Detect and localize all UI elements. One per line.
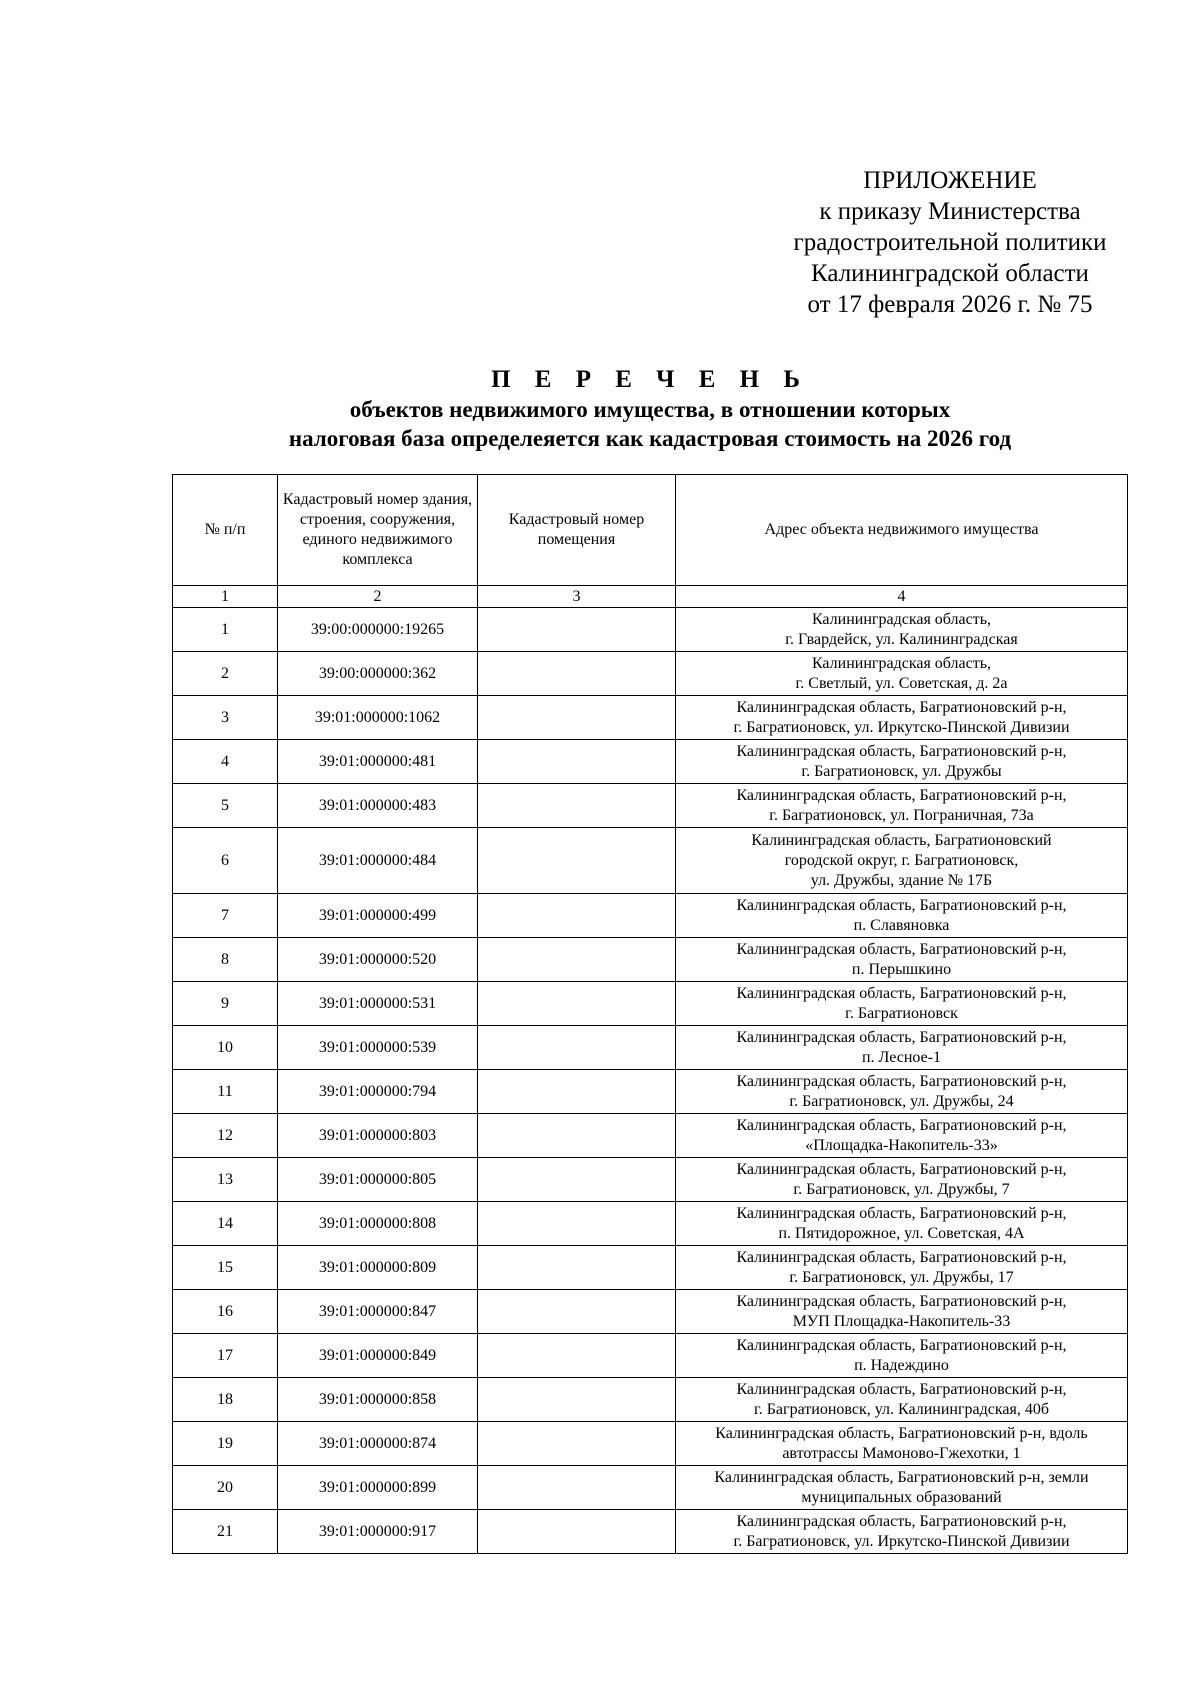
address-line: г. Багратионовск, ул. Иркутско-Пинской Дивизии (733, 718, 1070, 736)
row-number-cell: 2 (173, 652, 278, 696)
row-number-cell: 10 (173, 1026, 278, 1070)
address-cell (676, 696, 1128, 740)
address-line: Калининградская область, Багратионовский р-н, (736, 1248, 1067, 1266)
table-header (173, 475, 1128, 608)
row-number-cell: 1 (173, 608, 278, 652)
room-cadastral-cell (478, 894, 676, 938)
address-line: Калининградская область, Багратионовский р-н, (736, 1204, 1067, 1222)
address-cell (676, 828, 1128, 894)
address-line: г. Багратионовск, ул. Дружбы (801, 762, 1002, 780)
building-cadastral-cell: 39:01:000000:1062 (278, 696, 478, 740)
row-number-cell: 20 (173, 1466, 278, 1510)
address-line: Калининградская область, Багратионовский р-н, (736, 1160, 1067, 1178)
address-line: Калининградская область, Багратионовский р-н, земли (714, 1468, 1089, 1486)
address-cell (676, 784, 1128, 828)
address-line: п. Надеждино (854, 1356, 949, 1374)
table-row (173, 1026, 1128, 1070)
room-cadastral-cell (478, 1070, 676, 1114)
table-row (173, 696, 1128, 740)
address-cell (676, 1026, 1128, 1070)
address-line: г. Багратионовск (845, 1004, 958, 1022)
building-cadastral-cell: 39:00:000000:362 (278, 652, 478, 696)
header-address: Адрес объекта недвижимого имущества (676, 475, 1128, 586)
row-number-cell: 8 (173, 938, 278, 982)
address-line: г. Багратионовск, ул. Дружбы, 24 (789, 1092, 1014, 1110)
appendix-line: ПРИЛОЖЕНИЕ (863, 167, 1037, 194)
table-row (173, 1070, 1128, 1114)
header-building-cadastral: Кадастровый номер здания, строения, сооружения, единого недвижимого комплекса (278, 475, 478, 586)
room-cadastral-cell (478, 696, 676, 740)
building-cadastral-cell: 39:01:000000:858 (278, 1378, 478, 1422)
address-line: г. Багратионовск, ул. Дружбы, 17 (789, 1268, 1014, 1286)
header-room-cadastral: Кадастровый номер помещения (478, 475, 676, 586)
address-line: Калининградская область, Багратионовский р-н, (736, 1116, 1067, 1134)
address-line: Калининградская область, Багратионовский р-н, (736, 742, 1067, 760)
building-cadastral-cell: 39:01:000000:520 (278, 938, 478, 982)
address-cell (676, 1466, 1128, 1510)
column-number: 1 (173, 586, 278, 608)
column-number: 3 (478, 586, 676, 608)
appendix-line: от 17 февраля 2026 г. № 75 (807, 291, 1093, 318)
address-line: Калининградская область, Багратионовский р-н, (736, 1336, 1067, 1354)
address-line: п. Славяновка (853, 916, 950, 934)
address-line: п. Лесное-1 (861, 1048, 942, 1066)
address-line: МУП Площадка-Накопитель-33 (792, 1312, 1011, 1330)
row-number-cell: 11 (173, 1070, 278, 1114)
table-row (173, 740, 1128, 784)
address-line: Калининградская область, Багратионовский р-н, (736, 786, 1067, 804)
room-cadastral-cell (478, 608, 676, 652)
address-cell (676, 652, 1128, 696)
address-cell (676, 1334, 1128, 1378)
row-number-cell: 4 (173, 740, 278, 784)
room-cadastral-cell (478, 828, 676, 894)
table-row (173, 784, 1128, 828)
address-line: автотрассы Мамоново-Гжехотки, 1 (782, 1444, 1021, 1462)
building-cadastral-cell: 39:01:000000:917 (278, 1510, 478, 1554)
address-cell (676, 1290, 1128, 1334)
building-cadastral-cell: 39:01:000000:899 (278, 1466, 478, 1510)
table-row (173, 1158, 1128, 1202)
row-number-cell: 13 (173, 1158, 278, 1202)
room-cadastral-cell (478, 1422, 676, 1466)
building-cadastral-cell: 39:01:000000:874 (278, 1422, 478, 1466)
building-cadastral-cell: 39:01:000000:481 (278, 740, 478, 784)
row-number-cell: 5 (173, 784, 278, 828)
room-cadastral-cell (478, 938, 676, 982)
address-line: ул. Дружбы, здание № 17Б (810, 871, 993, 889)
table-row (173, 894, 1128, 938)
address-line: «Площадка-Накопитель-33» (805, 1136, 998, 1154)
table-row (173, 1114, 1128, 1158)
address-line: Калининградская область, Багратионовский р-н, вдоль (715, 1424, 1088, 1442)
room-cadastral-cell (478, 1466, 676, 1510)
row-number-cell: 12 (173, 1114, 278, 1158)
building-cadastral-cell: 39:01:000000:483 (278, 784, 478, 828)
building-cadastral-cell: 39:01:000000:539 (278, 1026, 478, 1070)
address-line: п. Пятидорожное, ул. Советская, 4А (778, 1224, 1025, 1242)
title-subtitle-line-2: налоговая база определеяется как кадастровая стоимость на 2026 год (288, 426, 1012, 451)
address-line: Калининградская область, (811, 654, 992, 672)
address-cell (676, 1510, 1128, 1554)
table-row (173, 1334, 1128, 1378)
address-line: Калининградская область, (811, 610, 992, 628)
address-line: Калининградская область, Багратионовский (751, 831, 1052, 849)
room-cadastral-cell (478, 740, 676, 784)
row-number-cell: 18 (173, 1378, 278, 1422)
table-row (173, 938, 1128, 982)
row-number-cell: 6 (173, 828, 278, 894)
address-cell (676, 1422, 1128, 1466)
address-line: г. Багратионовск, ул. Калининградская, 40б (753, 1400, 1049, 1418)
room-cadastral-cell (478, 1246, 676, 1290)
building-cadastral-cell: 39:01:000000:484 (278, 828, 478, 894)
room-cadastral-cell (478, 1378, 676, 1422)
appendix-line: градостроительной политики (793, 229, 1107, 256)
table-row (173, 608, 1128, 652)
building-cadastral-cell: 39:00:000000:19265 (278, 608, 478, 652)
table-row (173, 1290, 1128, 1334)
address-line: Калининградская область, Багратионовский р-н, (736, 896, 1067, 914)
room-cadastral-cell (478, 1290, 676, 1334)
address-line: Калининградская область, Багратионовский р-н, (736, 1028, 1067, 1046)
address-line: Калининградская область, Багратионовский р-н, (736, 1072, 1067, 1090)
building-cadastral-cell: 39:01:000000:847 (278, 1290, 478, 1334)
address-line: г. Багратионовск, ул. Пограничная, 73а (769, 806, 1034, 824)
room-cadastral-cell (478, 784, 676, 828)
appendix-block (720, 165, 1180, 320)
address-cell (676, 1378, 1128, 1422)
address-line: муниципальных образований (801, 1488, 1002, 1506)
row-number-cell: 17 (173, 1334, 278, 1378)
address-line: г. Багратионовск, ул. Иркутско-Пинской Дивизии (733, 1532, 1070, 1550)
address-cell (676, 1114, 1128, 1158)
address-line: Калининградская область, Багратионовский р-н, (736, 984, 1067, 1002)
room-cadastral-cell (478, 982, 676, 1026)
row-number-cell: 9 (173, 982, 278, 1026)
table-row (173, 1246, 1128, 1290)
building-cadastral-cell: 39:01:000000:805 (278, 1158, 478, 1202)
room-cadastral-cell (478, 1510, 676, 1554)
property-table (172, 474, 1128, 1554)
building-cadastral-cell: 39:01:000000:808 (278, 1202, 478, 1246)
address-line: городской округ, г. Багратионовск, (784, 851, 1019, 869)
table-row (173, 982, 1128, 1026)
address-line: Калининградская область, Багратионовский р-н, (736, 940, 1067, 958)
column-number: 2 (278, 586, 478, 608)
room-cadastral-cell (478, 1114, 676, 1158)
header-number: № п/п (173, 475, 278, 586)
table-row (173, 1378, 1128, 1422)
address-cell (676, 982, 1128, 1026)
row-number-cell: 16 (173, 1290, 278, 1334)
room-cadastral-cell (478, 1026, 676, 1070)
title-main: П Е Р Е Ч Е Н Ь (491, 366, 809, 393)
row-number-cell: 14 (173, 1202, 278, 1246)
building-cadastral-cell: 39:01:000000:809 (278, 1246, 478, 1290)
row-number-cell: 3 (173, 696, 278, 740)
address-line: Калининградская область, Багратионовский р-н, (736, 1380, 1067, 1398)
address-cell (676, 1246, 1128, 1290)
column-number: 4 (676, 586, 1128, 608)
room-cadastral-cell (478, 1158, 676, 1202)
table-row (173, 1466, 1128, 1510)
row-number-cell: 21 (173, 1510, 278, 1554)
address-line: г. Багратионовск, ул. Дружбы, 7 (793, 1180, 1010, 1198)
table-body (173, 608, 1128, 1554)
row-number-cell: 19 (173, 1422, 278, 1466)
address-cell (676, 1158, 1128, 1202)
row-number-cell: 15 (173, 1246, 278, 1290)
building-cadastral-cell: 39:01:000000:499 (278, 894, 478, 938)
address-line: Калининградская область, Багратионовский р-н, (736, 1292, 1067, 1310)
appendix-line: Калининградской области (811, 260, 1089, 287)
table-row (173, 1202, 1128, 1246)
document-title (160, 365, 1140, 453)
table-row (173, 828, 1128, 894)
address-cell (676, 894, 1128, 938)
address-cell (676, 1070, 1128, 1114)
building-cadastral-cell: 39:01:000000:803 (278, 1114, 478, 1158)
table-row (173, 652, 1128, 696)
room-cadastral-cell (478, 1202, 676, 1246)
room-cadastral-cell (478, 1334, 676, 1378)
address-line: Калининградская область, Багратионовский р-н, (736, 1512, 1067, 1530)
address-cell (676, 608, 1128, 652)
address-line: Калининградская область, Багратионовский р-н, (736, 698, 1067, 716)
table-row (173, 1510, 1128, 1554)
table-row (173, 1422, 1128, 1466)
address-line: г. Светлый, ул. Советская, д. 2а (795, 674, 1008, 692)
address-line: п. Перышкино (851, 960, 952, 978)
address-cell (676, 938, 1128, 982)
building-cadastral-cell: 39:01:000000:794 (278, 1070, 478, 1114)
title-subtitle-line-1: объектов недвижимого имущества, в отношении которых (349, 397, 951, 422)
building-cadastral-cell: 39:01:000000:849 (278, 1334, 478, 1378)
room-cadastral-cell (478, 652, 676, 696)
appendix-line: к приказу Министерства (819, 198, 1081, 225)
building-cadastral-cell: 39:01:000000:531 (278, 982, 478, 1026)
address-cell (676, 1202, 1128, 1246)
address-line: г. Гвардейск, ул. Калининградская (785, 630, 1018, 648)
row-number-cell: 7 (173, 894, 278, 938)
address-cell (676, 740, 1128, 784)
